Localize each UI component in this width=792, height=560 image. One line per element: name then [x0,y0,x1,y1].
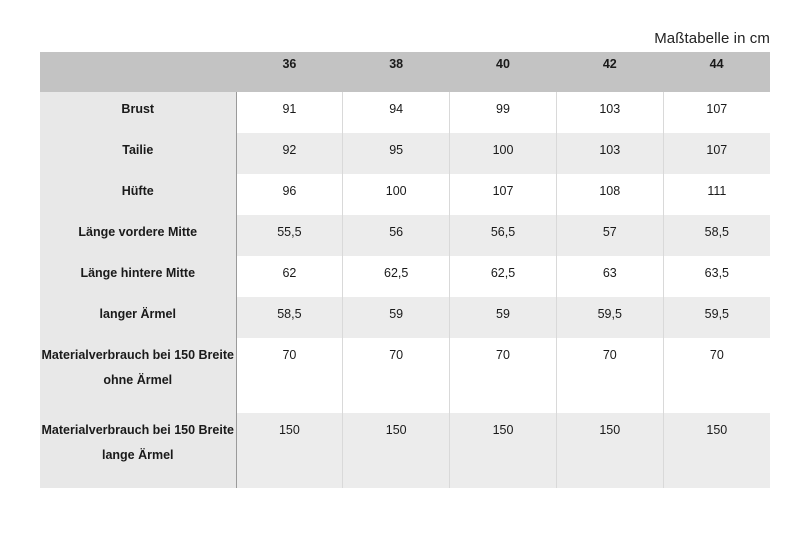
table-cell: 111 [663,174,770,215]
table-cell: 150 [450,413,557,488]
row-label: Hüfte [40,174,236,215]
row-label-line2: ohne Ärmel [103,373,173,387]
table-cell: 62,5 [343,256,450,297]
table-cell: 107 [663,92,770,133]
table-row [40,413,770,488]
table-cell: 150 [343,413,450,488]
table-cell: 91 [236,92,343,133]
table-cell: 92 [236,133,343,174]
table-cell: 62 [236,256,343,297]
table-cell: 150 [556,413,663,488]
table-row [40,338,770,413]
table-cell: 96 [236,174,343,215]
table-row [40,215,770,256]
table-row [40,256,770,297]
table-cell: 63 [556,256,663,297]
table-cell: 57 [556,215,663,256]
table-row [40,133,770,174]
row-label-line1: Materialverbrauch bei 150 Breite [41,423,234,437]
table-cell: 108 [556,174,663,215]
table-cell: 63,5 [663,256,770,297]
table-cell: 94 [343,92,450,133]
table-cell: 55,5 [236,215,343,256]
table-caption: Maßtabelle in cm [654,30,770,47]
size-header: 38 [343,52,450,92]
table-cell: 103 [556,133,663,174]
table-cell: 70 [236,338,343,413]
table-cell: 70 [450,338,557,413]
row-label: Länge hintere Mitte [40,256,236,297]
table-cell: 70 [343,338,450,413]
row-label: Tailie [40,133,236,174]
table-cell: 150 [663,413,770,488]
row-label [40,338,236,413]
table-cell: 99 [450,92,557,133]
table-row [40,174,770,215]
table-cell: 59,5 [663,297,770,338]
table-row [40,297,770,338]
table-cell: 58,5 [663,215,770,256]
table-cell: 70 [556,338,663,413]
table-cell: 59,5 [556,297,663,338]
table-cell: 56,5 [450,215,557,256]
row-label-line2: lange Ärmel [101,448,174,462]
table-cell: 95 [343,133,450,174]
table-cell: 107 [450,174,557,215]
table-cell: 150 [236,413,343,488]
table-cell: 103 [556,92,663,133]
row-label: Länge vordere Mitte [40,215,236,256]
table-cell: 70 [663,338,770,413]
table-cell: 56 [343,215,450,256]
table-cell: 59 [450,297,557,338]
size-table [40,52,770,488]
table-row [40,92,770,133]
header-corner [40,52,236,92]
table-cell: 107 [663,133,770,174]
header-row [40,52,770,92]
table-cell: 100 [343,174,450,215]
table-cell: 62,5 [450,256,557,297]
table-cell: 100 [450,133,557,174]
row-label: langer Ärmel [40,297,236,338]
row-label: Brust [40,92,236,133]
table-cell: 58,5 [236,297,343,338]
size-header: 42 [556,52,663,92]
size-header: 36 [236,52,343,92]
row-label-line1: Materialverbrauch bei 150 Breite [41,348,234,362]
size-header: 44 [663,52,770,92]
row-label [40,413,236,488]
table-cell: 59 [343,297,450,338]
size-header: 40 [450,52,557,92]
